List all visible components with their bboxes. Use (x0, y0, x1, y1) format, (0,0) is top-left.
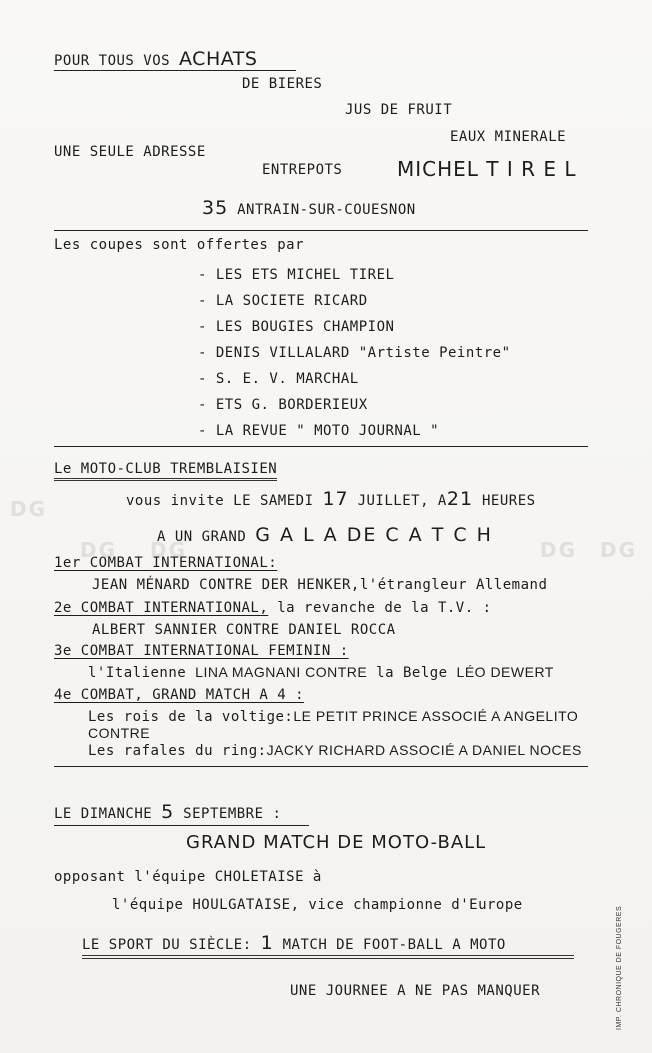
ad-eaux-minerale: EAUX MINERALE (450, 129, 567, 145)
divider-3 (54, 766, 588, 767)
combat-2-revanche: la revanche de la T.V. : (268, 600, 492, 616)
ad-jus-de-fruit: JUS DE FRUIT (345, 102, 453, 118)
gala-heures: HEURES (473, 493, 536, 509)
dimanche-line (54, 801, 281, 823)
ad-address-line (202, 197, 416, 219)
combat-3-fighter-a: LINA MAGNANI CONTRE (195, 664, 368, 680)
combat-4-rafales-names: JACKY RICHARD ASSOCIÉ A DANIEL NOCES (266, 742, 582, 758)
combat-1-note: l'étrangleur Allemand (359, 577, 548, 593)
combat-4-rois-line (88, 708, 578, 725)
gala-date-post: JUILLET, A (348, 493, 447, 509)
combat-4-rafales-line (88, 742, 582, 759)
combat-3-fighter-b: LÉO DEWERT (456, 664, 554, 680)
combat-2-header (54, 600, 492, 616)
dimanche-number: 5 (161, 801, 175, 823)
journee-tagline: UNE JOURNEE A NE PAS MANQUER (290, 983, 541, 999)
printer-credit (616, 905, 630, 1030)
siecle-double-underline (82, 955, 574, 959)
ad-dept-number: 35 (202, 197, 229, 219)
siecle-line (82, 932, 506, 954)
gala-a-un-grand: A UN GRAND (157, 529, 247, 545)
combat-1-fighters: JEAN MÉNARD CONTRE DER HENKER, (92, 577, 360, 593)
dimanche-pre: LE DIMANCHE (54, 806, 162, 822)
combat-3-italienne: l'Italienne (88, 665, 196, 681)
dimanche-underline (54, 825, 309, 826)
divider-2 (54, 446, 588, 447)
combat-2-title: 2e COMBAT INTERNATIONAL, (54, 600, 269, 616)
gala-date-number: 17 (322, 488, 349, 510)
combat-3-title: 3e COMBAT INTERNATIONAL FEMININ : (54, 643, 349, 659)
siecle-pre: LE SPORT DU SIÈCLE: (82, 937, 261, 953)
combat-1-title: 1er COMBAT INTERNATIONAL: (54, 555, 278, 571)
divider-1 (54, 230, 588, 231)
coupe-item: - LA SOCIETE RICARD (198, 293, 368, 309)
coupe-item: - LA REVUE " MOTO JOURNAL " (198, 423, 440, 439)
ad-pour-tous-text: POUR TOUS VOS (54, 53, 180, 69)
combat-3-belge: la Belge (367, 665, 457, 681)
ad-entrepots: ENTREPOTS (262, 162, 343, 178)
moto-opposant: opposant l'équipe CHOLETAISE à (54, 869, 322, 885)
watermark-text: DG (600, 538, 638, 562)
ad-achats-text: ACHATS (179, 48, 258, 70)
combat-4-rois-names: LE PETIT PRINCE ASSOCIÉ A ANGELITO (293, 708, 579, 724)
coupe-item: - ETS G. BORDERIEUX (198, 397, 368, 413)
gala-hour: 21 (446, 488, 474, 510)
coupe-item: - LES ETS MICHEL TIREL (198, 267, 395, 283)
gala-date-pre: LE SAMEDI (233, 493, 323, 509)
combat-4-title: 4e COMBAT, GRAND MATCH A 4 : (54, 687, 305, 703)
club-name: Le MOTO-CLUB TREMBLAISIEN (54, 461, 277, 481)
watermark-text: DG (10, 497, 48, 521)
combat-4-contre: CONTRE (88, 725, 151, 741)
combat-3-line (88, 664, 554, 681)
watermark-text: DG (80, 538, 118, 562)
ad-une-seule-adresse: UNE SEULE ADRESSE (54, 144, 206, 160)
combat-4-rois-label: Les rois de la voltige: (88, 709, 294, 725)
siecle-number: 1 (260, 932, 274, 954)
siecle-post: MATCH DE FOOT-BALL A MOTO (273, 937, 506, 953)
printer-credit-text: IMP. CHRONIQUE DE FOUGERES (616, 905, 623, 1030)
watermark-text: DG (150, 538, 188, 562)
coupe-item: - S. E. V. MARCHAL (198, 371, 359, 387)
watermark-text: DG (540, 538, 578, 562)
gala-invite-word: vous invite (126, 493, 225, 509)
combat-1-line (92, 577, 547, 593)
ad-michel-tirel: MICHEL T I R E L (397, 157, 577, 181)
moto-houlgate: l'équipe HOULGATAISE, vice championne d'Europe (112, 897, 523, 913)
moto-ball-title: GRAND MATCH DE MOTO-BALL (186, 832, 487, 853)
gala-title-line (157, 524, 493, 546)
gala-title: G A L A DE C A T C H (255, 524, 493, 546)
combat-4-rafales-label: Les rafales du ring: (88, 743, 267, 759)
coupe-item: - DENIS VILLALARD "Artiste Peintre" (198, 345, 511, 361)
ad-bieres: DE BIERES (242, 76, 323, 92)
combat-2-fighters: ALBERT SANNIER CONTRE DANIEL ROCCA (92, 622, 396, 638)
coupe-item: - LES BOUGIES CHAMPION (198, 319, 395, 335)
ad-line-pour-tous (54, 48, 257, 70)
dimanche-post: SEPTEMBRE : (174, 806, 282, 822)
coupes-intro: Les coupes sont offertes par (54, 237, 305, 253)
ad-underline (54, 70, 296, 71)
ad-town: ANTRAIN-SUR-COUESNON (237, 202, 416, 218)
gala-invite-line (126, 488, 536, 510)
